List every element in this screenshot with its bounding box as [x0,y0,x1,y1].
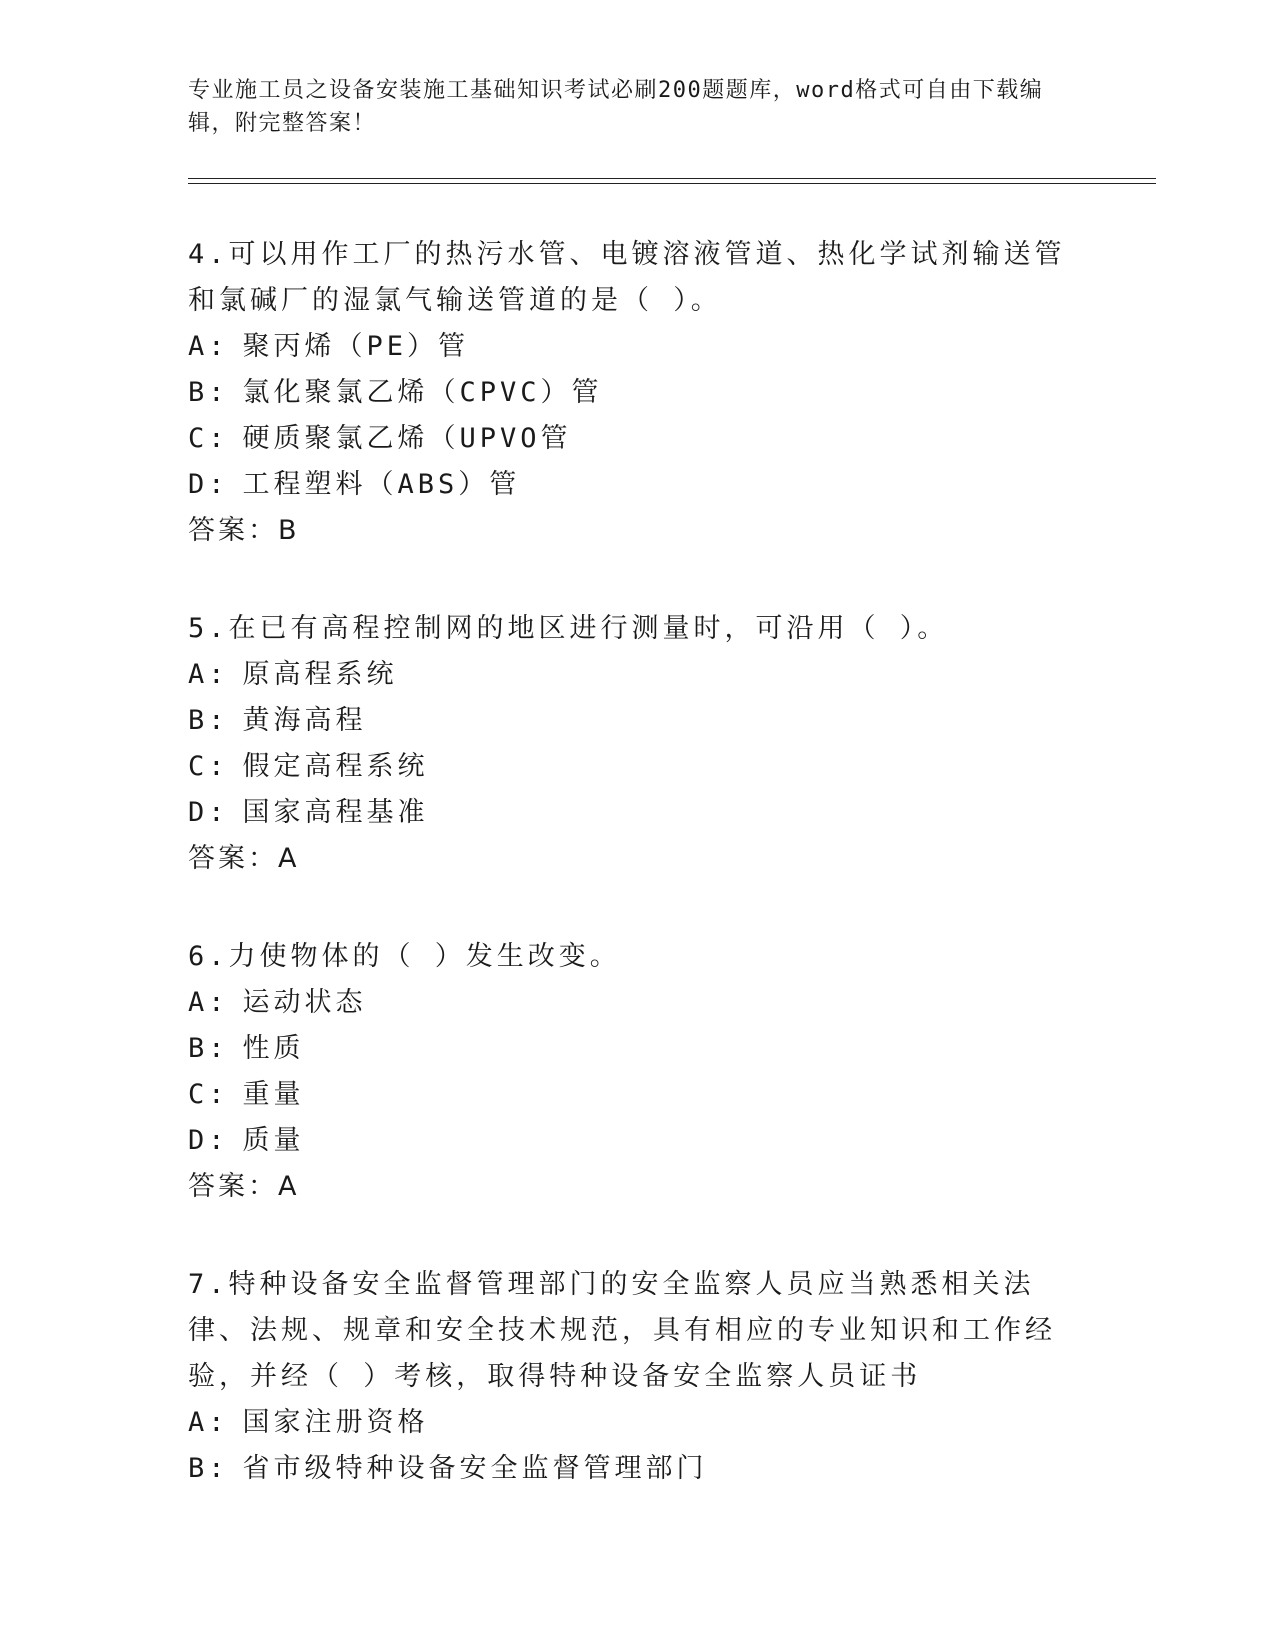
option-letter: D: [188,797,229,828]
answer-label: 答案： [188,515,278,546]
answer-line [188,508,1088,554]
option-text: 省市级特种设备安全监督管理部门 [242,1453,708,1484]
option-text: 硬质聚氯乙烯（UPVO管 [242,423,572,454]
question-stem: 7.特种设备安全监督管理部门的安全监察人员应当熟悉相关法律、法规、规章和安全技术规范，具有相应的专业知识和工作经验，并经（ ）考核，取得特种设备安全监察人员证书 [188,1269,1056,1392]
option-a [188,1400,1088,1446]
option-c [188,1072,1088,1118]
question-stem: 5.在已有高程控制网的地区进行测量时，可沿用（ ）。 [188,613,949,644]
option-b [188,370,1088,416]
option-text: 工程塑料（ABS）管 [242,469,521,500]
question-6 [188,934,1088,1210]
option-text: 性质 [242,1033,305,1064]
option-d [188,1118,1088,1164]
option-text: 氯化聚氯乙烯（CPVC）管 [242,377,603,408]
option-letter: B: [188,705,229,736]
option-c [188,416,1088,462]
option-letter: B: [188,1033,229,1064]
option-b [188,698,1088,744]
option-letter: A: [188,987,229,1018]
option-text: 运动状态 [242,987,367,1018]
option-letter: C: [188,423,229,454]
option-b [188,1446,1088,1492]
option-letter: A: [188,331,229,362]
option-letter: B: [188,1453,229,1484]
option-b [188,1026,1088,1072]
header-divider-top [188,178,1156,179]
option-a [188,652,1088,698]
option-letter: B: [188,377,229,408]
option-letter: D: [188,1125,229,1156]
question-7 [188,1262,1088,1492]
option-text: 质量 [242,1125,305,1156]
question-stem: 6.力使物体的（ ）发生改变。 [188,941,621,972]
answer-label: 答案： [188,1171,278,1202]
option-text: 聚丙烯（PE）管 [242,331,470,362]
option-text: 国家注册资格 [242,1407,429,1438]
option-letter: D: [188,469,229,500]
question-5 [188,606,1088,882]
option-letter: A: [188,1407,229,1438]
option-letter: C: [188,1079,229,1110]
answer-label: 答案： [188,843,278,874]
document-header: 专业施工员之设备安装施工基础知识考试必刷200题题库，word格式可自由下载编辑，附完整答案！ [188,78,1044,136]
option-text: 假定高程系统 [242,751,429,782]
answer-value: B [278,515,300,546]
question-4 [188,232,1088,554]
option-a [188,324,1088,370]
answer-line [188,836,1088,882]
option-a [188,980,1088,1026]
option-letter: C: [188,751,229,782]
answer-line [188,1164,1088,1210]
option-d [188,790,1088,836]
option-letter: A: [188,659,229,690]
question-list [188,232,1088,1544]
option-text: 原高程系统 [242,659,398,690]
option-c [188,744,1088,790]
option-d [188,462,1088,508]
header-divider-bottom [188,183,1156,184]
option-text: 黄海高程 [242,705,367,736]
answer-value: A [278,1171,300,1202]
option-text: 国家高程基准 [242,797,429,828]
option-text: 重量 [242,1079,305,1110]
question-stem: 4.可以用作工厂的热污水管、电镀溶液管道、热化学试剂输送管和氯碱厂的湿氯气输送管道的是（ ）。 [188,239,1066,316]
answer-value: A [278,843,300,874]
